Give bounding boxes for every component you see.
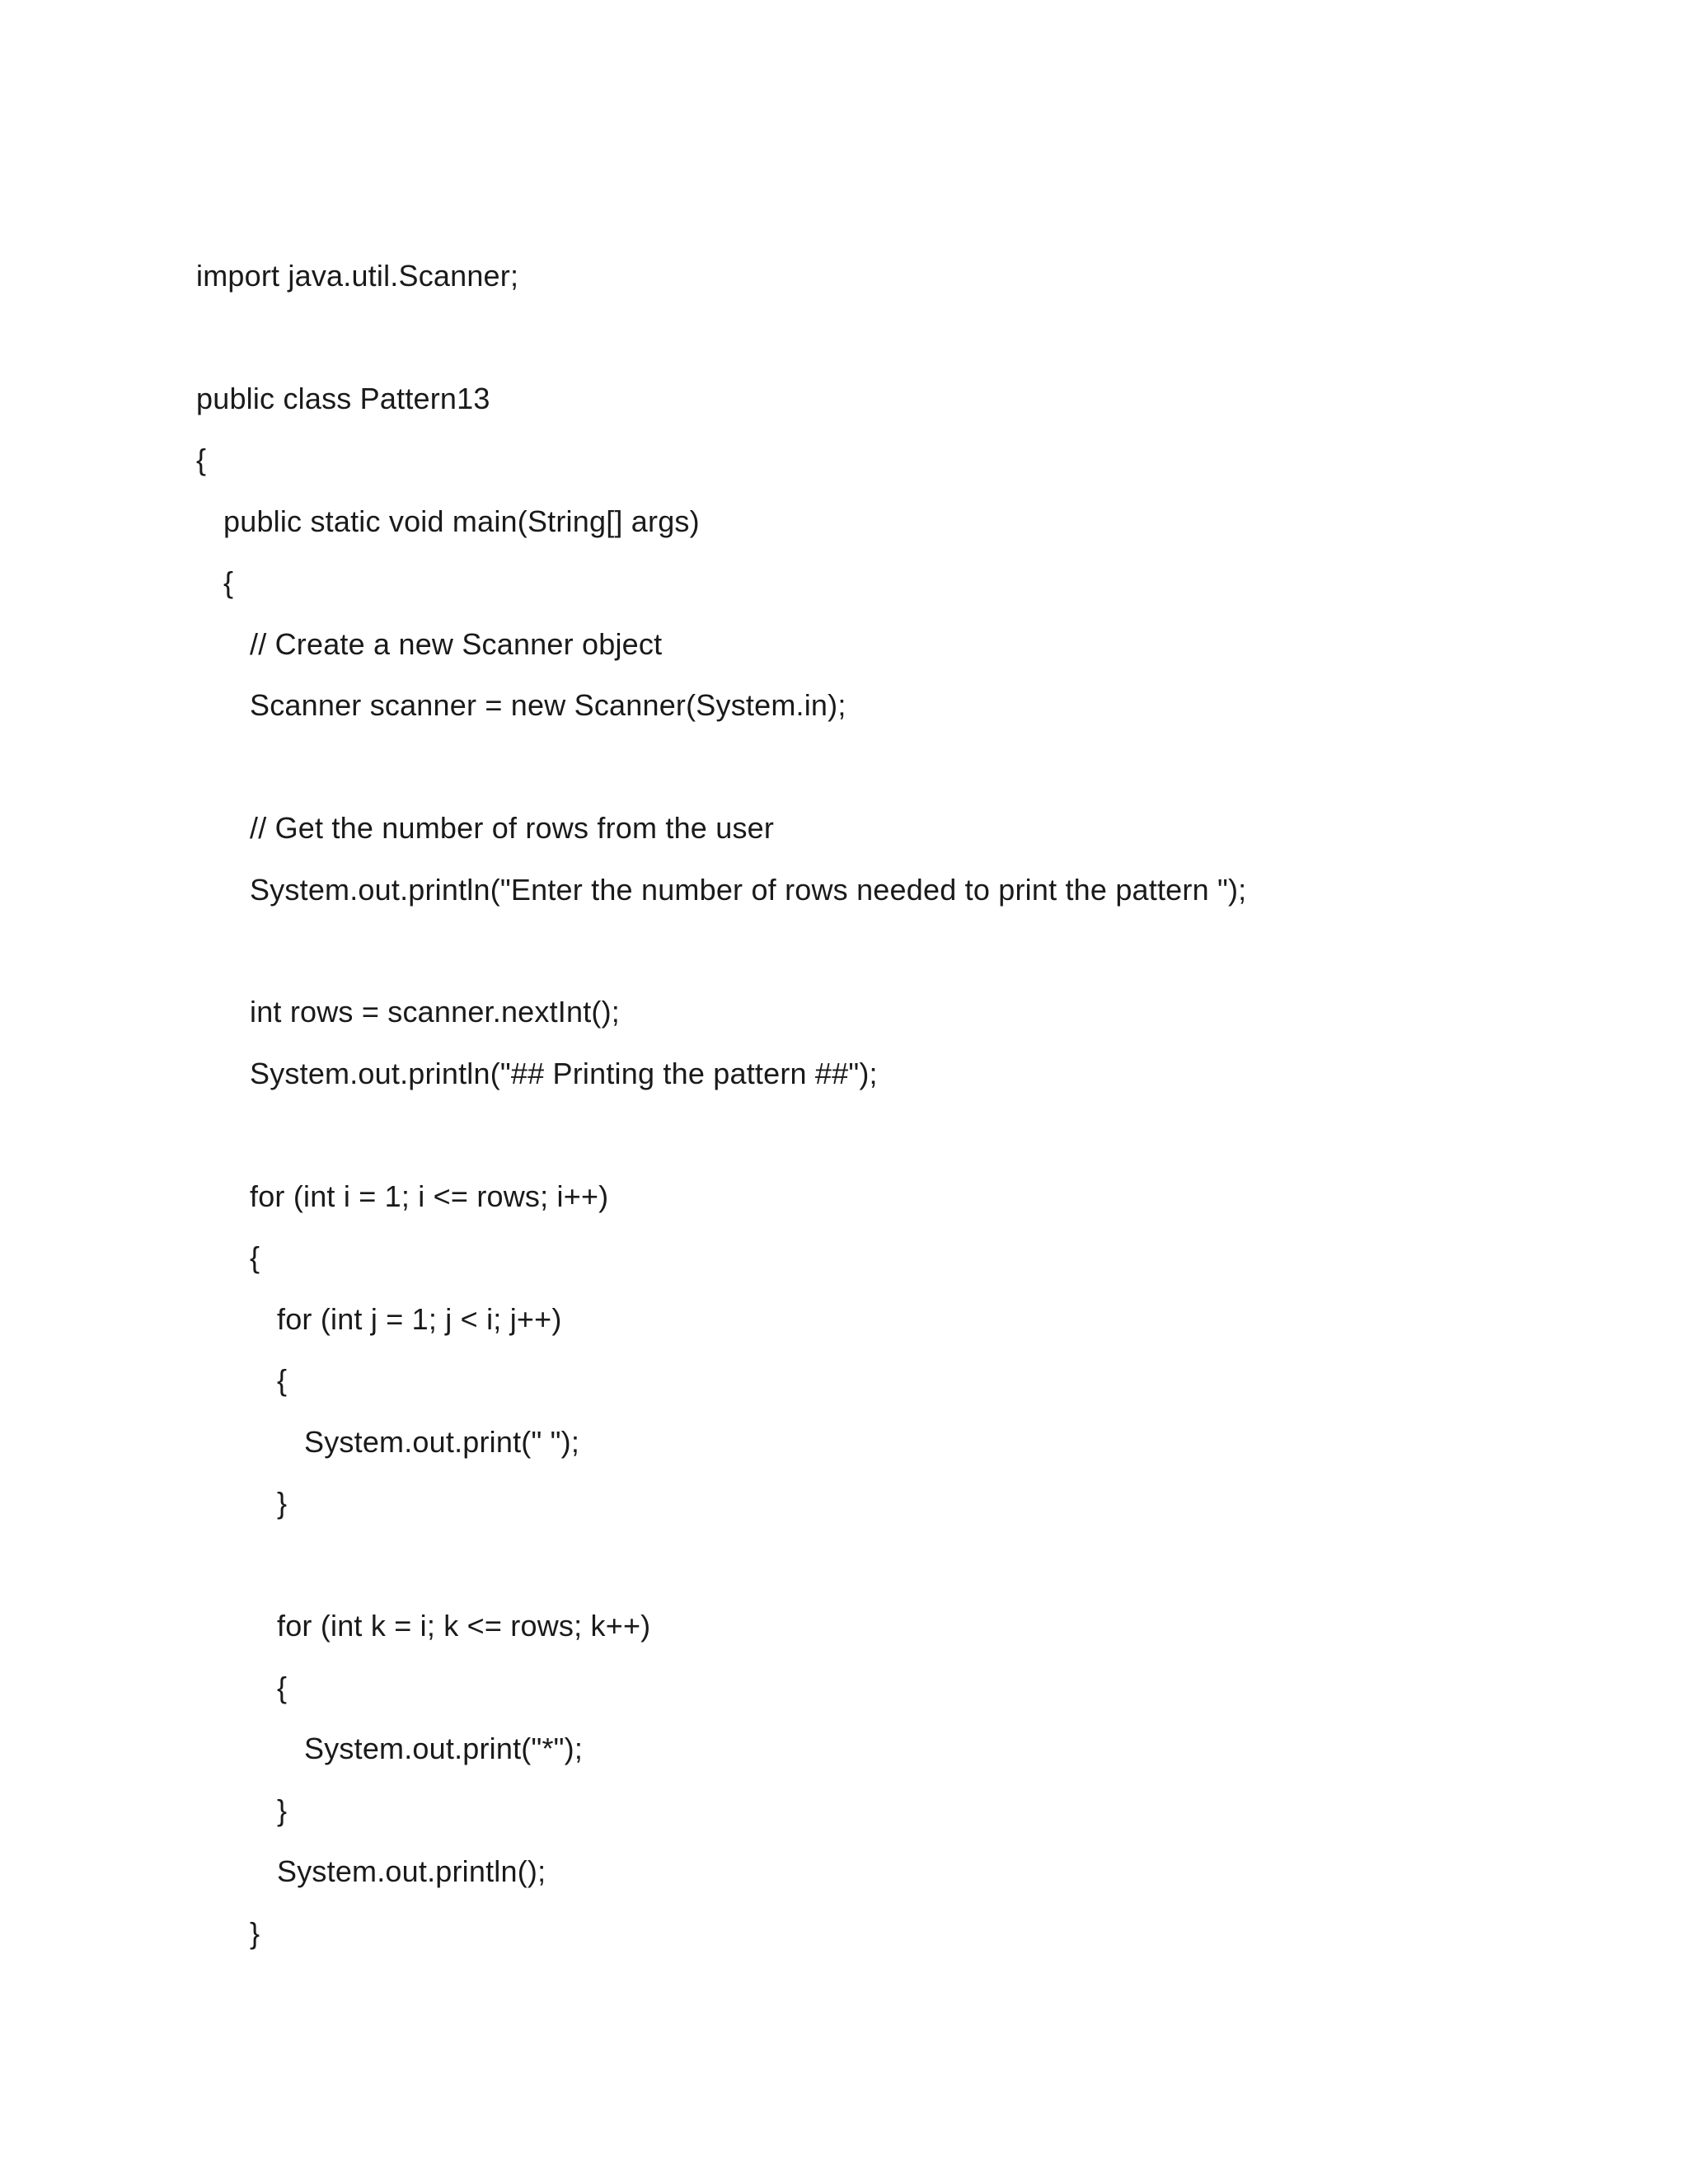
code-line-space-open-brace: { bbox=[277, 1363, 288, 1397]
code-line-comment-scanner: // Create a new Scanner object bbox=[250, 627, 663, 661]
code-line-newline-println: System.out.println(); bbox=[277, 1854, 546, 1888]
code-line-header-println: System.out.println("## Printing the pattern ##"); bbox=[250, 1057, 878, 1090]
code-line-comment-rows: // Get the number of rows from the user bbox=[250, 811, 775, 845]
code-line-outer-for: for (int i = 1; i <= rows; i++) bbox=[250, 1179, 609, 1213]
code-line-prompt-println: System.out.println("Enter the number of rows needed to print the pattern "); bbox=[250, 873, 1247, 907]
code-line-print-star: System.out.print("*"); bbox=[304, 1732, 584, 1765]
code-line-import: import java.util.Scanner; bbox=[196, 259, 519, 293]
code-line-outer-close-brace: } bbox=[250, 1916, 260, 1950]
code-line-class-open-brace: { bbox=[196, 443, 207, 476]
code-line-star-for: for (int k = i; k <= rows; k++) bbox=[277, 1609, 651, 1643]
code-line-outer-open-brace: { bbox=[250, 1240, 260, 1274]
code-line-main-declaration: public static void main(String[] args) bbox=[223, 504, 700, 538]
code-line-scanner-init: Scanner scanner = new Scanner(System.in); bbox=[250, 688, 846, 722]
code-line-space-for: for (int j = 1; j < i; j++) bbox=[277, 1302, 562, 1336]
code-line-star-open-brace: { bbox=[277, 1671, 288, 1704]
code-line-space-close-brace: } bbox=[277, 1486, 288, 1520]
code-line-main-open-brace: { bbox=[223, 565, 234, 599]
code-line-class-declaration: public class Pattern13 bbox=[196, 382, 490, 415]
code-line-print-space: System.out.print(" "); bbox=[304, 1425, 580, 1459]
code-line-read-rows: int rows = scanner.nextInt(); bbox=[250, 995, 620, 1029]
code-line-star-close-brace: } bbox=[277, 1793, 288, 1827]
